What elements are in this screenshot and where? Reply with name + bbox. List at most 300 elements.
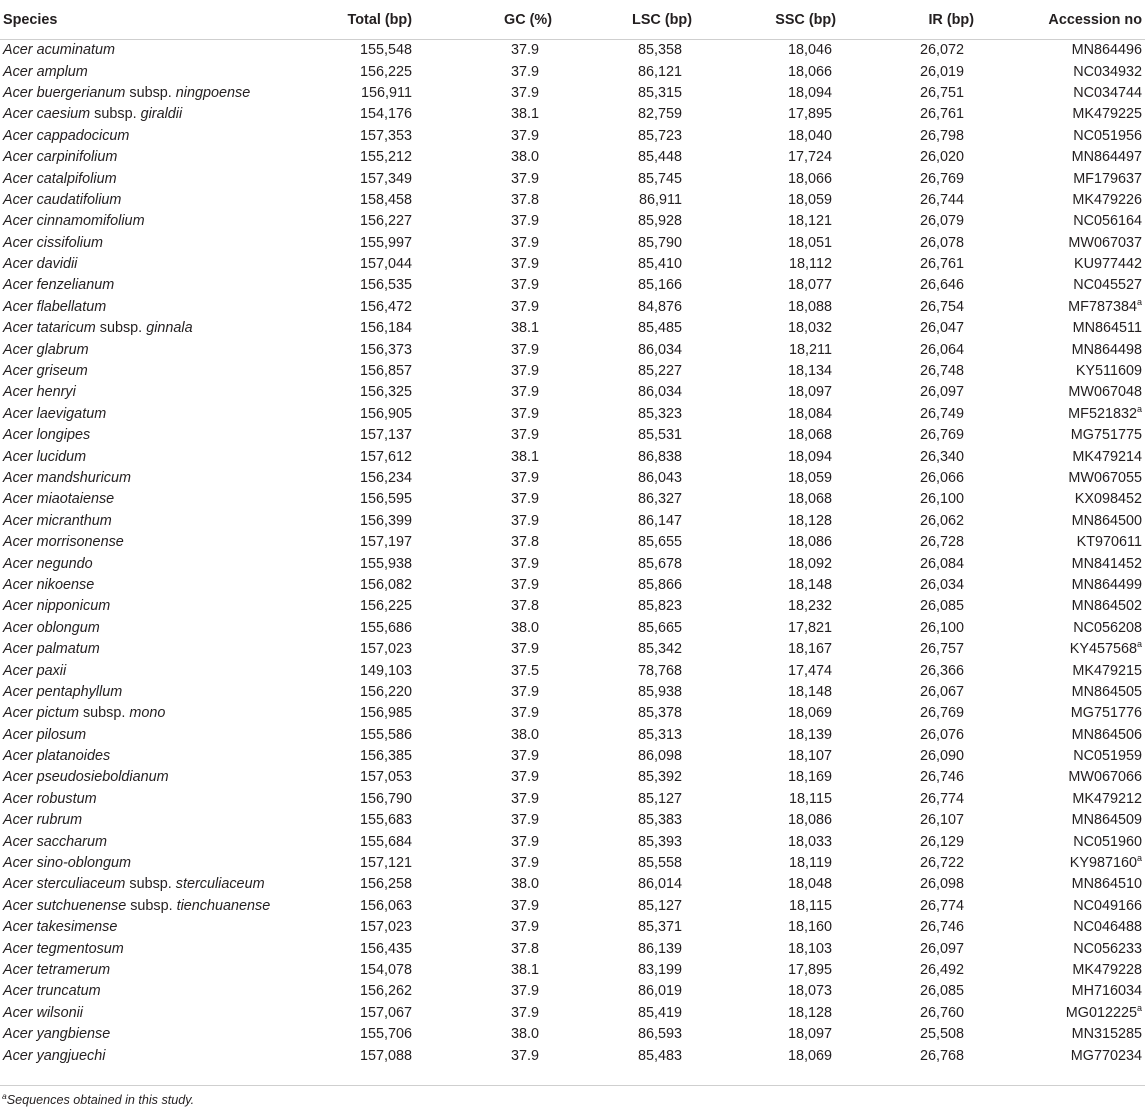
cell-accession xyxy=(1022,446,1145,467)
species-name-part: Acer flabellatum xyxy=(3,298,107,315)
cell-total: 156,227 xyxy=(359,213,412,230)
cell-ssc: 18,086 xyxy=(787,534,832,551)
cell-accession xyxy=(1022,1003,1145,1024)
table-row xyxy=(0,553,1145,574)
cell-ssc: 18,084 xyxy=(787,405,832,422)
footnote-mark: a xyxy=(2,1090,7,1101)
cell-gc: 37.8 xyxy=(510,598,539,615)
cell-gc: 37.9 xyxy=(510,833,539,850)
cell-gc: 37.9 xyxy=(510,277,539,294)
table-row xyxy=(0,960,1145,981)
cell-gc: 37.9 xyxy=(510,855,539,872)
cell-species xyxy=(0,104,300,125)
cell-lsc: 85,483 xyxy=(637,1047,682,1064)
species-name-part: Acer lucidum xyxy=(3,448,87,465)
cell-lsc: 85,938 xyxy=(637,683,682,700)
cell-gc: 37.9 xyxy=(510,384,539,401)
cell-lsc: 85,166 xyxy=(637,277,682,294)
cell-ssc: 18,068 xyxy=(787,491,832,508)
cell-ir: 26,751 xyxy=(919,84,964,101)
cell-total: 155,586 xyxy=(359,726,412,743)
cell-lsc: 78,768 xyxy=(637,662,682,679)
cell-ssc: 18,128 xyxy=(787,1004,832,1021)
cell-accession xyxy=(1022,938,1145,959)
cell-ir: 26,774 xyxy=(919,897,964,914)
cell-gc: 37.9 xyxy=(510,213,539,230)
cell-ir: 26,774 xyxy=(919,790,964,807)
species-name-part: Acer pilosum xyxy=(3,726,87,743)
table-row xyxy=(0,318,1145,339)
cell-total: 155,686 xyxy=(359,619,412,636)
table-row xyxy=(0,1045,1145,1066)
cell-total: 157,088 xyxy=(359,1047,412,1064)
cell-ssc: 18,112 xyxy=(789,256,832,273)
table-row xyxy=(0,938,1145,959)
cell-lsc: 85,227 xyxy=(637,363,682,380)
cell-species xyxy=(0,553,300,574)
accession-number: NC051959 xyxy=(1073,748,1142,765)
cell-accession xyxy=(1022,489,1145,510)
cell-ir: 26,034 xyxy=(919,576,964,593)
cell-species xyxy=(0,746,300,767)
accession-number: MW067048 xyxy=(1068,384,1142,401)
cell-lsc: 85,723 xyxy=(637,127,682,144)
cell-total: 149,103 xyxy=(359,662,412,679)
cell-lsc: 85,558 xyxy=(637,855,682,872)
accession-number: MN864511 xyxy=(1072,320,1142,337)
cell-ssc: 18,069 xyxy=(787,1047,832,1064)
table-row xyxy=(0,254,1145,275)
cell-gc: 37.9 xyxy=(510,812,539,829)
species-name-part: Acer micranthum xyxy=(3,512,112,529)
species-name-part: Acer morrisonense xyxy=(3,534,124,551)
cell-lsc: 85,378 xyxy=(637,705,682,722)
species-name-part: Acer sterculiaceum xyxy=(3,876,126,893)
cell-total: 156,472 xyxy=(359,298,412,315)
cell-accession xyxy=(1022,168,1145,189)
cell-total: 155,706 xyxy=(359,1026,412,1043)
cell-accession xyxy=(1022,211,1145,232)
cell-total: 156,595 xyxy=(359,491,412,508)
cell-gc: 37.9 xyxy=(510,919,539,936)
species-name-part: Acer negundo xyxy=(3,555,93,572)
species-name-part: Acer rubrum xyxy=(3,812,83,829)
cell-lsc: 85,678 xyxy=(637,555,682,572)
accession-number: MN864506 xyxy=(1071,726,1142,743)
cell-ir: 26,768 xyxy=(919,1047,964,1064)
cell-ssc: 18,051 xyxy=(787,234,832,251)
cell-accession xyxy=(1022,147,1145,168)
cell-total: 155,212 xyxy=(359,149,412,166)
cell-accession xyxy=(1022,896,1145,917)
table-row xyxy=(0,575,1145,596)
cell-gc: 37.9 xyxy=(510,470,539,486)
cell-accession xyxy=(1022,981,1145,1002)
cell-accession xyxy=(1022,190,1145,211)
cell-accession xyxy=(1022,233,1145,254)
cell-gc: 37.9 xyxy=(510,1004,539,1021)
cell-ssc: 18,088 xyxy=(787,298,832,315)
cell-ir: 26,769 xyxy=(919,705,964,722)
species-name-part: Acer mandshuricum xyxy=(3,470,131,486)
cell-total: 157,612 xyxy=(359,448,412,465)
table-row xyxy=(0,147,1145,168)
cell-total: 154,078 xyxy=(359,961,412,978)
cell-lsc: 86,121 xyxy=(637,63,682,80)
cell-species xyxy=(0,1024,300,1045)
cell-ssc: 18,077 xyxy=(787,277,832,294)
accession-number: MK479214 xyxy=(1072,448,1142,465)
cell-lsc: 86,911 xyxy=(639,191,682,208)
cell-species xyxy=(0,446,300,467)
species-name-part: Acer griseum xyxy=(3,363,88,380)
cell-lsc: 85,127 xyxy=(637,790,682,807)
accession-number: MN864502 xyxy=(1071,598,1142,615)
cell-accession xyxy=(1022,254,1145,275)
species-name-part: Acer caesium xyxy=(3,106,91,123)
cell-lsc: 86,147 xyxy=(637,512,682,529)
cell-total: 156,325 xyxy=(359,384,412,401)
cell-lsc: 86,838 xyxy=(637,448,682,465)
cell-lsc: 86,327 xyxy=(637,491,682,508)
cell-species xyxy=(0,233,300,254)
cell-gc: 37.9 xyxy=(510,769,539,786)
cell-accession xyxy=(1022,532,1145,553)
cell-ssc: 18,121 xyxy=(787,213,832,230)
header-row xyxy=(0,0,1145,40)
species-name-part: Acer saccharum xyxy=(3,833,107,850)
cell-species xyxy=(0,339,300,360)
table-row xyxy=(0,831,1145,852)
cell-ssc: 18,066 xyxy=(787,63,832,80)
species-name-part: Acer laevigatum xyxy=(3,405,107,422)
cell-ssc: 18,134 xyxy=(787,363,832,380)
species-name-part: Acer pentaphyllum xyxy=(3,683,123,700)
cell-ssc: 17,895 xyxy=(787,961,832,978)
cell-gc: 37.9 xyxy=(510,790,539,807)
table-row xyxy=(0,810,1145,831)
cell-species xyxy=(0,874,300,895)
species-name-part: subsp. xyxy=(126,897,177,914)
accession-number: KU977442 xyxy=(1073,256,1142,273)
cell-ir: 26,107 xyxy=(919,812,964,829)
cell-lsc: 85,392 xyxy=(637,769,682,786)
cell-total: 156,063 xyxy=(359,897,412,914)
cell-ssc: 18,046 xyxy=(787,42,832,59)
cell-accession xyxy=(1022,789,1145,810)
cell-ssc: 18,073 xyxy=(787,983,832,1000)
table-row xyxy=(0,361,1145,382)
cell-gc: 37.9 xyxy=(510,256,539,273)
cell-total: 156,258 xyxy=(359,876,412,893)
cell-total: 157,137 xyxy=(359,427,412,444)
species-name-part: Acer platanoides xyxy=(3,748,111,765)
cell-ssc: 18,094 xyxy=(787,84,832,101)
cell-gc: 37.9 xyxy=(510,491,539,508)
table-row xyxy=(0,511,1145,532)
species-name-part: Acer sutchuenense xyxy=(3,897,127,914)
cell-lsc: 85,383 xyxy=(637,812,682,829)
species-name-part: Acer paxii xyxy=(3,662,67,679)
cell-gc: 38.1 xyxy=(510,320,539,337)
cell-lsc: 86,014 xyxy=(637,876,682,893)
cell-lsc: 85,448 xyxy=(637,149,682,166)
cell-total: 157,349 xyxy=(359,170,412,187)
header-species: Species xyxy=(0,0,300,40)
cell-total: 156,225 xyxy=(359,598,412,615)
cell-total: 156,184 xyxy=(359,320,412,337)
species-name-part: Acer catalpifolium xyxy=(3,170,117,187)
table-row xyxy=(0,339,1145,360)
cell-ir: 26,078 xyxy=(919,234,964,251)
table-row xyxy=(0,703,1145,724)
cell-ssc: 18,068 xyxy=(787,427,832,444)
cell-ssc: 18,097 xyxy=(787,384,832,401)
species-name-part: Acer cissifolium xyxy=(3,234,103,251)
header-ir: IR (bp) xyxy=(884,0,1022,40)
cell-ir: 26,090 xyxy=(919,748,964,765)
cell-ir: 26,757 xyxy=(919,641,964,658)
species-name-part: mono xyxy=(129,705,166,722)
cell-accession xyxy=(1022,404,1145,425)
cell-gc: 37.9 xyxy=(510,641,539,658)
cell-gc: 38.0 xyxy=(510,1026,539,1043)
table-row xyxy=(0,489,1145,510)
cell-species xyxy=(0,938,300,959)
cell-lsc: 85,419 xyxy=(637,1004,682,1021)
cell-ssc: 17,895 xyxy=(787,106,832,123)
header-ssc: SSC (bp) xyxy=(732,0,884,40)
species-name-part: Acer fenzelianum xyxy=(3,277,115,294)
species-name-part: Acer truncatum xyxy=(3,983,101,1000)
species-name-part: Acer amplum xyxy=(3,63,88,80)
cell-accession xyxy=(1022,853,1145,874)
cell-gc: 37.9 xyxy=(510,42,539,59)
cell-lsc: 86,139 xyxy=(637,940,682,957)
cell-gc: 37.8 xyxy=(510,940,539,957)
cell-lsc: 85,315 xyxy=(637,84,682,101)
species-name-part: Acer longipes xyxy=(3,427,91,444)
cell-accession xyxy=(1022,831,1145,852)
species-name-part: subsp. xyxy=(78,705,130,722)
table-header xyxy=(0,0,1145,40)
accession-number: KY457568 xyxy=(1069,641,1137,658)
table-row xyxy=(0,275,1145,296)
cell-gc: 38.0 xyxy=(510,726,539,743)
species-name-part: Acer tataricum xyxy=(3,320,96,337)
species-name-part: Acer miaotaiense xyxy=(3,491,115,508)
cell-gc: 37.9 xyxy=(510,748,539,765)
cell-total: 157,023 xyxy=(359,919,412,936)
table-row xyxy=(0,853,1145,874)
cell-species xyxy=(0,511,300,532)
cell-total: 157,197 xyxy=(359,534,412,551)
cell-gc: 37.9 xyxy=(510,555,539,572)
cell-ssc: 18,066 xyxy=(787,170,832,187)
cell-gc: 37.9 xyxy=(510,705,539,722)
table-row xyxy=(0,746,1145,767)
cell-ssc: 17,821 xyxy=(787,619,832,636)
species-name-part: subsp. xyxy=(90,106,141,123)
cell-lsc: 85,790 xyxy=(637,234,682,251)
species-name-part: Acer pseudosieboldianum xyxy=(3,769,169,786)
cell-ir: 26,746 xyxy=(919,769,964,786)
table-bottom-rule xyxy=(0,1085,1145,1086)
cell-species xyxy=(0,789,300,810)
cell-ir: 26,754 xyxy=(919,298,964,315)
cell-ir: 26,746 xyxy=(919,919,964,936)
accession-number: MF521832 xyxy=(1068,405,1137,422)
cell-species xyxy=(0,853,300,874)
cell-species xyxy=(0,361,300,382)
accession-number: MW067066 xyxy=(1068,769,1142,786)
cell-total: 158,458 xyxy=(359,191,412,208)
species-name-part: Acer tegmentosum xyxy=(3,940,124,957)
accession-number: MF179637 xyxy=(1073,170,1142,187)
cell-total: 156,790 xyxy=(359,790,412,807)
accession-number: MK479215 xyxy=(1072,662,1142,679)
cell-gc: 37.9 xyxy=(510,234,539,251)
table-row xyxy=(0,40,1145,62)
cell-ssc: 17,474 xyxy=(787,662,832,679)
accession-number: MK479212 xyxy=(1072,790,1142,807)
footnote-text: Sequences obtained in this study. xyxy=(6,1093,195,1107)
cell-ssc: 18,086 xyxy=(787,812,832,829)
cell-lsc: 85,665 xyxy=(637,619,682,636)
cell-accession xyxy=(1022,275,1145,296)
cell-ir: 26,097 xyxy=(919,384,964,401)
cell-species xyxy=(0,639,300,660)
cell-species xyxy=(0,682,300,703)
cell-gc: 37.9 xyxy=(510,363,539,380)
cell-lsc: 85,823 xyxy=(637,598,682,615)
table-row xyxy=(0,446,1145,467)
cell-total: 155,548 xyxy=(359,42,412,59)
cell-ssc: 18,169 xyxy=(787,769,832,786)
table-row xyxy=(0,190,1145,211)
cell-species xyxy=(0,981,300,1002)
cell-ssc: 18,033 xyxy=(787,833,832,850)
cell-ssc: 18,115 xyxy=(789,897,832,914)
cell-ssc: 18,139 xyxy=(787,726,832,743)
cell-ir: 26,129 xyxy=(919,833,964,850)
cell-gc: 37.9 xyxy=(510,427,539,444)
species-name-part: Acer acuminatum xyxy=(3,42,115,59)
cell-accession xyxy=(1022,40,1145,62)
cell-ir: 26,760 xyxy=(919,1004,964,1021)
cell-total: 157,053 xyxy=(359,769,412,786)
cell-species xyxy=(0,810,300,831)
cell-ssc: 18,107 xyxy=(787,748,832,765)
cell-species xyxy=(0,275,300,296)
species-name-part: Acer cinnamomifolium xyxy=(3,213,145,230)
table-row xyxy=(0,596,1145,617)
accession-number: NC046488 xyxy=(1073,919,1142,936)
cell-lsc: 85,323 xyxy=(637,405,682,422)
cell-species xyxy=(0,1045,300,1066)
cell-species xyxy=(0,660,300,681)
cell-lsc: 85,866 xyxy=(637,576,682,593)
cell-accession xyxy=(1022,297,1145,318)
table-row xyxy=(0,874,1145,895)
accession-number: MN841452 xyxy=(1071,555,1142,572)
cell-species xyxy=(0,382,300,403)
cell-gc: 37.9 xyxy=(510,405,539,422)
cell-gc: 37.9 xyxy=(510,1047,539,1064)
cell-gc: 37.5 xyxy=(510,662,539,679)
cell-species xyxy=(0,211,300,232)
accession-number: MN864496 xyxy=(1071,42,1142,59)
cell-gc: 37.9 xyxy=(510,341,539,358)
cell-lsc: 86,043 xyxy=(637,470,682,486)
cell-ir: 26,072 xyxy=(919,42,964,59)
cell-gc: 37.9 xyxy=(510,576,539,593)
cell-total: 156,435 xyxy=(359,940,412,957)
accession-number: KT970611 xyxy=(1076,534,1142,551)
cell-ir: 26,064 xyxy=(919,341,964,358)
header-gc: GC (%) xyxy=(432,0,582,40)
cell-lsc: 85,531 xyxy=(637,427,682,444)
cell-ssc: 18,048 xyxy=(787,876,832,893)
cell-gc: 37.9 xyxy=(510,512,539,529)
cell-lsc: 84,876 xyxy=(637,298,682,315)
species-name-part: Acer caudatifolium xyxy=(3,191,122,208)
cell-accession xyxy=(1022,810,1145,831)
cell-ir: 26,798 xyxy=(919,127,964,144)
cell-accession xyxy=(1022,575,1145,596)
cell-lsc: 86,098 xyxy=(637,748,682,765)
cell-lsc: 82,759 xyxy=(637,106,682,123)
cell-ssc: 18,128 xyxy=(787,512,832,529)
cell-accession xyxy=(1022,511,1145,532)
cell-total: 156,905 xyxy=(359,405,412,422)
cell-lsc: 85,127 xyxy=(637,897,682,914)
cell-ir: 25,508 xyxy=(919,1026,964,1043)
table-row xyxy=(0,168,1145,189)
cell-species xyxy=(0,61,300,82)
table-row xyxy=(0,382,1145,403)
species-name-part: Acer tetramerum xyxy=(3,961,111,978)
cell-total: 156,220 xyxy=(359,683,412,700)
cell-species xyxy=(0,896,300,917)
cell-total: 154,176 xyxy=(359,106,412,123)
table-row xyxy=(0,767,1145,788)
cell-total: 156,082 xyxy=(359,576,412,593)
cell-lsc: 85,371 xyxy=(637,919,682,936)
cell-lsc: 85,342 xyxy=(637,641,682,658)
cell-total: 155,938 xyxy=(359,555,412,572)
cell-ir: 26,340 xyxy=(919,448,964,465)
cell-gc: 37.9 xyxy=(510,170,539,187)
table-row xyxy=(0,917,1145,938)
accession-number: MK479228 xyxy=(1072,961,1142,978)
table-footnote xyxy=(2,1090,195,1107)
cell-species xyxy=(0,254,300,275)
cell-lsc: 86,034 xyxy=(637,341,682,358)
cell-ir: 26,019 xyxy=(919,63,964,80)
species-name-part: Acer robustum xyxy=(3,790,97,807)
accession-number: MH716034 xyxy=(1071,983,1142,1000)
accession-number: MN864498 xyxy=(1071,341,1142,358)
cell-total: 156,373 xyxy=(359,341,412,358)
table-body xyxy=(0,40,1145,1067)
species-name-part: subsp. xyxy=(125,876,176,893)
table-row xyxy=(0,789,1145,810)
cell-ir: 26,492 xyxy=(919,961,964,978)
species-name-part: Acer glabrum xyxy=(3,341,89,358)
cell-gc: 37.9 xyxy=(510,63,539,80)
accession-number: NC034932 xyxy=(1073,63,1142,80)
